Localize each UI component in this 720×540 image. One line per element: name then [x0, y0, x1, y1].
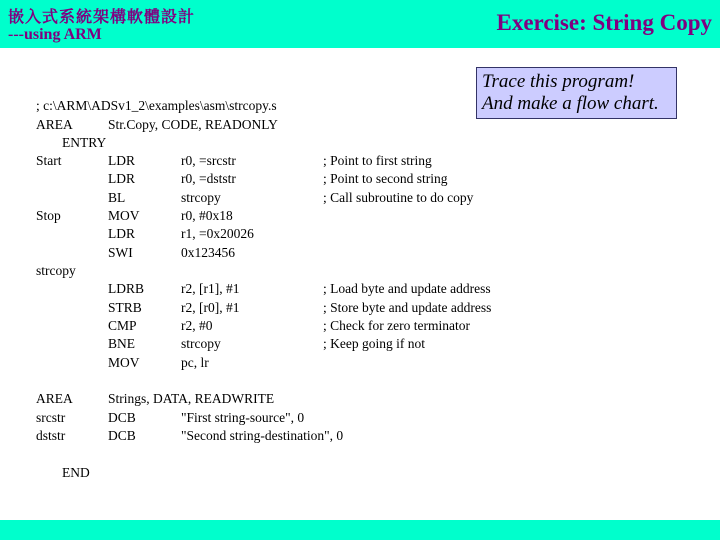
note-line-2: And make a flow chart. — [482, 93, 659, 114]
instr-op: LDRB — [108, 281, 145, 296]
instr-comment: ; Store byte and update address — [323, 300, 492, 315]
instr-comment: ; Call subroutine to do copy — [323, 190, 474, 205]
instr-args: strcopy — [181, 190, 221, 205]
instr-comment: ; Point to first string — [323, 153, 432, 168]
instr-op: LDR — [108, 226, 135, 241]
instr-args: 0x123456 — [181, 245, 235, 260]
instr-comment: ; Point to second string — [323, 171, 448, 186]
note-line-1: Trace this program! — [482, 71, 635, 92]
data-args: "First string-source", 0 — [181, 410, 305, 425]
instr-op: LDR — [108, 153, 135, 168]
data-op: DCB — [108, 410, 136, 425]
footer-bar — [0, 520, 720, 540]
path-comment: ; c:\ARM\ADSv1_2\examples\asm\strcopy.s — [36, 98, 277, 113]
end-directive: END — [62, 465, 90, 480]
instr-args: r2, [r0], #1 — [181, 300, 240, 315]
data-area-directive: AREA — [36, 391, 73, 406]
instr-comment: ; Keep going if not — [323, 336, 425, 351]
instr-args: strcopy — [181, 336, 221, 351]
instr-comment: ; Check for zero terminator — [323, 318, 470, 333]
instr-op: MOV — [108, 208, 140, 223]
instr-args: pc, lr — [181, 355, 209, 370]
instr-op: MOV — [108, 355, 140, 370]
course-title: 嵌入式系統架構軟體設計 — [8, 7, 196, 26]
instr-args: r0, =srcstr — [181, 153, 236, 168]
instr-args: r2, #0 — [181, 318, 213, 333]
instr-op: CMP — [108, 318, 137, 333]
entry-directive: ENTRY — [62, 135, 107, 150]
data-args: "Second string-destination", 0 — [181, 428, 344, 443]
instr-op: SWI — [108, 245, 133, 260]
instr-args: r2, [r1], #1 — [181, 281, 240, 296]
instr-args: r0, =dststr — [181, 171, 236, 186]
instr-args: r1, =0x20026 — [181, 226, 254, 241]
instr-op: BL — [108, 190, 126, 205]
stop-label: Stop — [36, 208, 61, 223]
instr-comment: ; Load byte and update address — [323, 281, 491, 296]
instr-op: BNE — [108, 336, 135, 351]
area-args: Str.Copy, CODE, READONLY — [108, 117, 278, 132]
area-directive: AREA — [36, 117, 73, 132]
start-label: Start — [36, 153, 62, 168]
data-label: dststr — [36, 428, 66, 443]
strcopy-label: strcopy — [36, 263, 76, 278]
data-op: DCB — [108, 428, 136, 443]
instr-op: STRB — [108, 300, 142, 315]
instr-args: r0, #0x18 — [181, 208, 233, 223]
course-subtitle: ---using ARM — [8, 26, 102, 43]
instr-op: LDR — [108, 171, 135, 186]
data-label: srcstr — [36, 410, 66, 425]
data-area-args: Strings, DATA, READWRITE — [108, 391, 275, 406]
slide-title: Exercise: String Copy — [496, 10, 712, 35]
